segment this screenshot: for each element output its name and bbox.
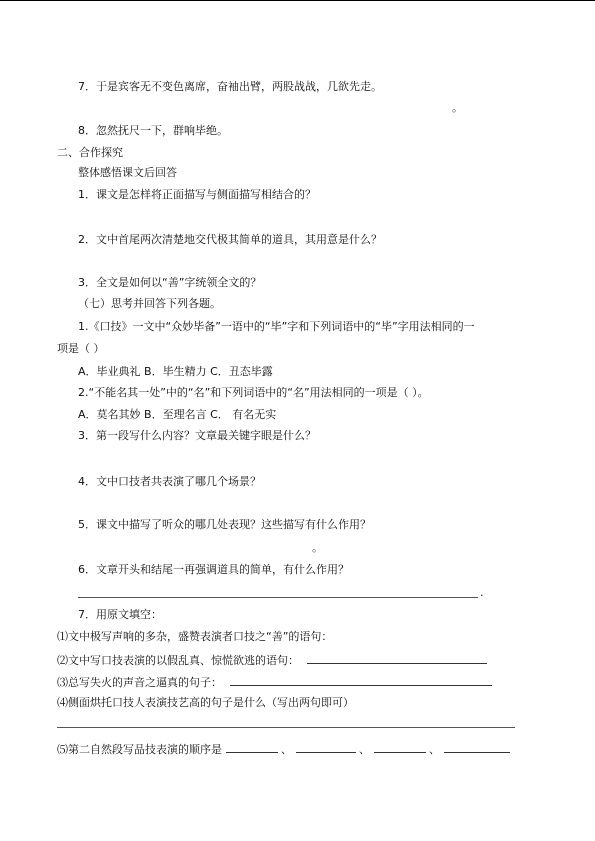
section-heading-seven: （七）思考并回答下列各题。 — [78, 297, 221, 310]
question-1-s2: 1．课文是怎样将正面描写与侧面描写相结合的？ — [78, 188, 316, 201]
section-intro: 整体感悟课文后回答 — [78, 166, 177, 179]
fill-item-4: ⑷侧面烘托口技人表演技艺高的句子是什么（写出两句即可） — [57, 696, 354, 709]
question-2-s2: 2．文中首尾两次清楚地交代极其简单的道具，其用意是什么？ — [78, 233, 382, 246]
answer-blank[interactable] — [374, 741, 426, 753]
question-7-s1: 7．于是宾客无不变色离席，奋袖出臂，两股战战，几欲先走。 — [78, 80, 382, 93]
question-6-s7: 6．文章开头和结尾一再强调道具的简单，有什么作用？ — [78, 563, 349, 576]
question-1-s7-line1: 1.《口技》一文中“众妙毕备”一语中的“毕”字和下列词语中的“毕”字用法相同的一 — [78, 320, 475, 333]
question-7-s7: 7．用原文填空： — [78, 608, 162, 621]
fill-item-5 — [57, 741, 510, 757]
question-1-options: A．毕业典礼 B．毕生精力 C．丑态毕露 — [78, 365, 273, 378]
question-2-s7: 2.“不能名其一处”中的“名”和下列词语中的“名”用法相同的一项是（ ）。 — [78, 386, 429, 399]
answer-end-mark: . — [480, 586, 484, 599]
top-border — [0, 0, 595, 1]
answer-blank[interactable] — [307, 652, 487, 664]
fill-item-1: ⑴文中极写声响的多杂，盛赞表演者口技之“善”的语句： — [57, 630, 333, 643]
fill-item-3 — [57, 674, 492, 690]
question-2-options: A．莫名其妙 B．至理名言 C． 有名无实 — [78, 408, 277, 421]
answer-blank[interactable] — [226, 741, 278, 753]
question-5-s7: 5．课文中描写了听众的哪几处表现？这些描写有什么作用？ — [78, 518, 371, 531]
separator: 、 — [429, 743, 440, 756]
answer-line[interactable] — [78, 597, 478, 598]
question-4-s7: 4．文中口技者共表演了哪几个场景？ — [78, 475, 261, 488]
answer-blank[interactable] — [230, 674, 492, 686]
answer-blank[interactable] — [444, 741, 510, 753]
fill-item-5-text: ⑸第二自然段写品技表演的顺序是 — [57, 743, 222, 756]
question-1-s7-line2: 项是（ ） — [57, 342, 105, 355]
separator: 、 — [281, 743, 292, 756]
fill-item-3-text: ⑶总写失火的声音之逼真的句子： — [57, 676, 222, 689]
separator: 、 — [359, 743, 370, 756]
question-3-s2: 3．全文是如何以“善”字统领全文的？ — [78, 276, 262, 289]
fill-item-2 — [57, 652, 487, 668]
answer-line[interactable] — [57, 727, 515, 728]
fill-item-2-text: ⑵文中写口技表演的以假乱真、惊慌欲逃的语句： — [57, 654, 299, 667]
answer-blank[interactable] — [296, 741, 356, 753]
question-3-s7: 3．第一段写什么内容？文章最关键字眼是什么？ — [78, 429, 316, 442]
answer-end-mark: 。 — [312, 541, 323, 554]
answer-end-mark: 。 — [452, 101, 463, 114]
question-8-s1: 8．忽然抚尺一下，群响毕绝。 — [78, 124, 228, 137]
section-heading-cooperation: 二、合作探究 — [57, 146, 123, 159]
